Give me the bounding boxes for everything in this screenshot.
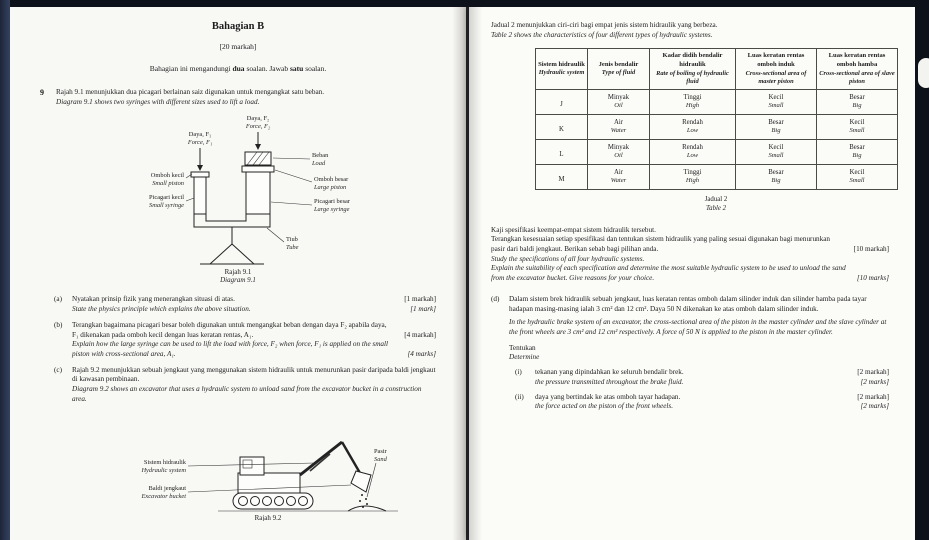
q9a-label: (a) — [54, 295, 62, 304]
cell-fluid — [588, 140, 650, 165]
right-chrome-strip — [915, 0, 929, 540]
cell-fluid — [588, 115, 650, 140]
large-barrel — [246, 172, 270, 214]
fluid-en: Oil — [614, 152, 623, 160]
diagram2-caption-ms: Rajah 9.2 — [254, 513, 282, 521]
table-header-row — [536, 49, 898, 90]
task-ms1: Kaji spesifikasi keempat-empat sistem hidraulik tersebut. — [491, 225, 656, 234]
boom-arm — [300, 442, 342, 475]
force2-label-en: Force, F₂ — [245, 123, 271, 131]
q9c — [54, 366, 436, 405]
task-ms2: Terangkan kesesuaian setiap spesifikasi dan tentukan sistem hidraulik yang paling sesuai digunakan bagi menurunkan pasir dari baldi jengkaut. Berikan sebab bagi pilihan anda. — [491, 235, 831, 253]
section-instruction — [40, 64, 436, 73]
excavator-diagram-wrapper — [40, 411, 436, 526]
header-system-en: Hydraulic system — [538, 69, 585, 77]
page-right — [469, 7, 915, 540]
master-en: Small — [768, 102, 784, 110]
small-piston-label-en: Small piston — [152, 180, 184, 188]
q9d-ii-marks-en: [2 marks] — [860, 402, 889, 411]
cell-slave — [817, 90, 898, 115]
q9d-ii — [515, 393, 889, 412]
table2-intro-ms: Jadual 2 menunjukkan ciri-ciri bagi empat jenis sistem hidraulik yang berbeza. — [491, 21, 718, 29]
diagram1-caption-en: Diagram 9.1 — [220, 276, 256, 285]
boil-ms: Tinggi — [683, 93, 702, 101]
top-chrome-bar — [0, 0, 929, 7]
tube-inner — [206, 214, 246, 221]
master-ms: Kecil — [768, 143, 784, 151]
header-slave-ms: Luas keratan rentas omboh hamba — [828, 52, 886, 68]
section-marks: [20 markah] — [219, 42, 257, 51]
q9d-ii-label: (ii) — [515, 392, 524, 401]
boil-en: Low — [686, 152, 699, 160]
sys-J: J — [560, 101, 563, 109]
slave-ms: Besar — [849, 143, 865, 151]
sand-mound — [348, 506, 386, 511]
header-system-ms: Sistem hidraulik — [538, 60, 585, 68]
small-piston — [191, 172, 209, 177]
boil-ms: Rendah — [682, 118, 703, 126]
sys-K: K — [559, 126, 564, 134]
excavator-body — [238, 473, 300, 493]
q9b-text-ms: Terangkan bagaimana picagari besar boleh digunakan untuk mengangkat beban dengan daya F₂ apabila daya, F₁ dikenakan pada omboh kecil dengan luas keratan rentas, A₁. — [72, 320, 387, 339]
diagram1-caption-ms: Rajah 9.1 — [224, 268, 252, 277]
q9d-ii-en: the force acted on the piston of the front wheels. — [535, 402, 674, 411]
scrollbar-thumb[interactable] — [918, 58, 929, 88]
q9-intro-en: Diagram 9.1 shows two syringes with different sizes used to lift a load. — [56, 97, 260, 106]
q9d-i-en: the pressure transmitted throughout the brake fluid. — [535, 377, 684, 386]
instruction-bold-dua: dua — [232, 64, 245, 73]
fluid-en: Water — [610, 127, 627, 135]
cell-master — [736, 115, 817, 140]
load-leader — [273, 158, 310, 159]
slave-en: Big — [852, 102, 862, 110]
stand-leg-left — [210, 244, 232, 264]
table-row-K — [536, 115, 898, 140]
small-barrel — [194, 177, 206, 214]
task-marks-ms: [10 markah] — [853, 245, 889, 253]
document-spread — [10, 7, 915, 540]
question-9-number: 9 — [40, 88, 44, 97]
table2-intro — [491, 21, 889, 40]
left-chrome-strip — [0, 0, 10, 540]
cell-sys — [536, 165, 588, 190]
fluid-ms: Minyak — [607, 93, 630, 101]
cell-master — [736, 165, 817, 190]
cell-boil — [650, 115, 736, 140]
table2-caption-ms: Jadual 2 — [704, 196, 728, 204]
fluid-en: Water — [610, 177, 627, 185]
cell-fluid — [588, 90, 650, 115]
large-syringe-leader — [271, 202, 312, 205]
header-fluid — [588, 49, 650, 90]
large-piston-label-en: Large piston — [314, 184, 347, 192]
q9a-marks-en: [1 mark] — [410, 305, 436, 314]
syringe-diagram-wrapper — [40, 110, 436, 289]
master-ms: Kecil — [768, 93, 784, 101]
large-piston — [242, 166, 274, 172]
hydraulic-cylinder — [310, 454, 330, 471]
cell-boil — [650, 90, 736, 115]
determine-ms: Tentukan — [509, 343, 536, 352]
force2-label-ms: Daya, F₂ — [246, 115, 270, 123]
slave-en: Small — [849, 127, 865, 135]
q9d-i-marks-ms: [2 markah] — [857, 368, 889, 377]
header-system — [536, 49, 588, 90]
cell-master — [736, 140, 817, 165]
hydraulic-systems-table — [535, 48, 898, 190]
boil-en: High — [685, 177, 700, 185]
question-9 — [40, 88, 436, 107]
stand-leg-right — [232, 244, 254, 264]
cell-slave — [817, 140, 898, 165]
q9d — [491, 295, 889, 412]
small-piston-label-ms: Omboh kecil — [150, 172, 184, 180]
header-fluid-en: Type of fluid — [601, 69, 636, 77]
q9c-label: (c) — [54, 365, 62, 374]
table2-intro-en: Table 2 shows the characteristics of four different types of hydraulic systems. — [491, 30, 713, 39]
master-ms: Besar — [768, 168, 784, 176]
fluid-ms: Minyak — [607, 143, 630, 151]
q9d-ii-marks-ms: [2 markah] — [857, 392, 889, 401]
task-paragraph — [491, 226, 889, 284]
cell-sys — [536, 140, 588, 165]
q9d-text-ms: Dalam sistem brek hidraulik sebuah jengkaut, luas keratan rentas omboh dalam silinder induk dan silinder hamba pada tayar hadapan masing-masing ialah 3 cm² dan 12 cm². Daya 50 N dikenakan ke atas omboh dalam silinder induk. — [509, 294, 867, 313]
tube-leader — [267, 228, 284, 242]
boil-ms: Rendah — [682, 143, 703, 151]
tube-label-ms: Tiub — [286, 236, 298, 244]
header-master — [736, 49, 817, 90]
excavator-bucket — [351, 471, 371, 492]
slave-ms: Kecil — [849, 168, 865, 176]
excavator-tracks — [233, 493, 313, 509]
cell-boil — [650, 165, 736, 190]
bucket-label-en: Excavator bucket — [141, 492, 186, 500]
q9c-text-ms: Rajah 9.2 menunjukkan sebuah jengkaut yang menggunakan sistem hidraulik untuk menurunkan pasir daripada baldi jengkaut di kawasan pembinaan. — [72, 365, 436, 384]
bucket-label-ms: Baldi jengkaut — [148, 484, 186, 492]
slave-en: Big — [852, 152, 862, 160]
cell-fluid — [588, 165, 650, 190]
large-syringe-label-ms: Picagari besar — [314, 198, 351, 206]
instruction-bold-satu: satu — [289, 64, 304, 73]
master-en: Big — [771, 177, 781, 185]
header-slave — [817, 49, 898, 90]
header-fluid-ms: Jenis bendalir — [598, 60, 639, 68]
q9b-label: (b) — [54, 320, 63, 329]
large-piston-leader — [275, 170, 312, 182]
sys-M: M — [558, 176, 565, 184]
header-boiling-ms: Kadar didih bendalir hidraulik — [662, 52, 723, 68]
q9b — [54, 321, 436, 360]
section-title: Bahagian B — [211, 21, 265, 32]
header-master-en: Cross-sectional area of master piston — [745, 69, 807, 85]
fluid-ms: Air — [613, 118, 624, 126]
instruction-post: soalan. — [303, 64, 327, 73]
header-slave-en: Cross-sectional area of slave piston — [819, 69, 895, 85]
q9d-ii-ms: daya yang bertindak ke atas omboh tayar hadapan. — [535, 392, 681, 401]
large-piston-label-ms: Omboh besar — [314, 176, 349, 184]
slave-en: Small — [849, 177, 865, 185]
fluid-ms: Air — [613, 168, 624, 176]
q9d-text-en: In the hydraulic brake system of an excavator, the cross-sectional area of the piston in the master cylinder and the slave cylinder at the front wheels are 3 cm² and 12 cm² respectively. A force of 50 N is applied to the piston in the master cylinder. — [509, 318, 887, 337]
q9b-text-en: Explain how the large syringe can be used to lift the load with force, F₂ when force, F₁ is applied on the small piston with cross-sectional area, A₁. — [72, 340, 389, 359]
syringe-diagram — [88, 110, 388, 284]
small-syringe-leader — [186, 198, 194, 201]
force1-label-ms: Daya, F₁ — [188, 131, 212, 139]
small-syringe-label-en: Small syringe — [149, 202, 184, 210]
instruction-pre: Bahagian ini mengandungi — [149, 64, 233, 73]
table2-caption — [535, 195, 897, 213]
sys-L: L — [559, 151, 564, 159]
boil-en: High — [685, 102, 700, 110]
boil-en: Low — [686, 127, 699, 135]
header-master-ms: Luas keratan rentas omboh induk — [747, 52, 805, 68]
slave-ms: Kecil — [849, 118, 865, 126]
task-en2: Explain the suitability of each specification and determine the most suitable hydraulic system to be used to unload the sand from the excavator bucket. Give reasons for your choice. — [491, 264, 846, 283]
excavator-diagram — [68, 411, 408, 521]
sand-label-ms: Pasir — [374, 447, 387, 455]
table-row-L — [536, 140, 898, 165]
cell-sys — [536, 90, 588, 115]
small-syringe-label-ms: Picagari kecil — [149, 194, 184, 202]
q9d-label: (d) — [491, 294, 500, 303]
boil-ms: Tinggi — [683, 168, 702, 176]
hydraulic-system-label-en: Hydraulic system — [141, 466, 186, 474]
page-left — [10, 7, 466, 540]
force2-arrowhead — [255, 144, 261, 150]
sand-grain — [359, 500, 361, 502]
cell-slave — [817, 165, 898, 190]
q9-intro-ms: Rajah 9.1 menunjukkan dua picagari berlainan saiz digunakan untuk mengangkat satu beban. — [56, 88, 325, 96]
force1-arrowhead — [197, 165, 203, 171]
instruction-mid: soalan. Jawab — [244, 64, 290, 73]
cell-slave — [817, 115, 898, 140]
q9a-marks-ms: [1 markah] — [404, 295, 436, 304]
q9d-i — [515, 368, 889, 387]
cell-sys — [536, 115, 588, 140]
task-marks-en: [10 marks] — [856, 274, 889, 283]
q9c-text-en: Diagram 9.2 shows an excavator that uses a hydraulic system to unload sand from the excavator bucket in a construction area. — [72, 385, 422, 403]
fluid-en: Oil — [614, 102, 623, 110]
sand-grain — [361, 494, 363, 496]
load-label-en: Load — [312, 160, 326, 168]
table2-caption-en: Table 2 — [706, 205, 726, 213]
q9a-text-ms: Nyatakan prinsip fizik yang menerangkan situasi di atas. — [72, 295, 235, 304]
q9d-i-ms: tekanan yang dipindahkan ke seluruh bendalir brek. — [535, 368, 684, 377]
sand-label-en: Sand — [374, 455, 387, 463]
hydraulic-system-label-ms: Sistem hidraulik — [143, 458, 186, 466]
q9d-i-marks-en: [2 marks] — [860, 377, 889, 386]
q9d-i-label: (i) — [515, 368, 522, 377]
task-en1: Study the specifications of all four hydraulic systems. — [491, 254, 645, 263]
force1-label-en: Force, F₁ — [187, 139, 213, 147]
table-row-J — [536, 90, 898, 115]
q9b-marks-en: [4 marks] — [407, 350, 436, 359]
slave-ms: Besar — [849, 93, 865, 101]
q9a — [54, 295, 436, 314]
master-en: Big — [771, 127, 781, 135]
header-boiling — [650, 49, 736, 90]
master-en: Small — [768, 152, 784, 160]
table-row-M — [536, 165, 898, 190]
sand-grain — [365, 498, 367, 500]
tube-label-en: Tube — [286, 244, 299, 252]
q9a-text-en: State the physics principle which explains the above situation. — [72, 305, 251, 314]
sand-grain — [366, 503, 368, 505]
load-label-ms: Beban — [312, 152, 329, 160]
master-ms: Besar — [768, 118, 784, 126]
large-syringe-label-en: Large syringe — [314, 206, 350, 214]
header-boiling-en: Rate of boiling of hydraulic fluid — [656, 69, 729, 85]
stick-arm — [342, 442, 360, 473]
determine-en: Determine — [509, 353, 540, 362]
cell-master — [736, 90, 817, 115]
cell-boil — [650, 140, 736, 165]
q9b-marks-ms: [4 markah] — [404, 330, 436, 339]
